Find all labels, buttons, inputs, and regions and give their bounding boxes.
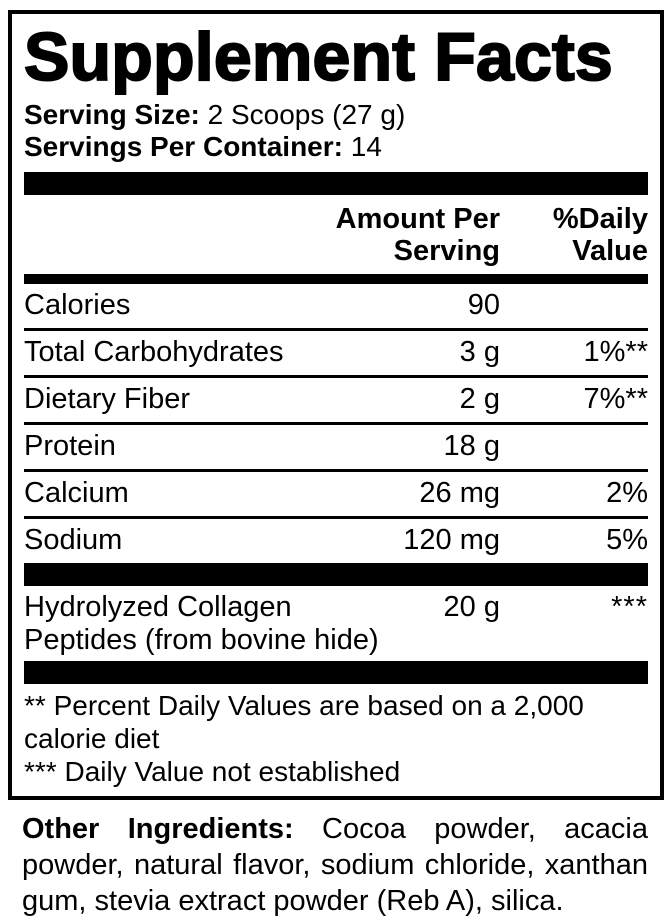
servings-per-container-value: 14 [350, 130, 382, 162]
separator-bar-thick-middle [24, 563, 648, 586]
percent-daily-value-header: %Daily Value [552, 202, 648, 267]
nutrient-dv-asterisks: *** [611, 590, 648, 623]
table-row-protein [24, 425, 648, 472]
nutrient-dv: 5% [606, 523, 648, 556]
servings-per-container-label: Servings Per Container: [24, 130, 343, 162]
supplement-facts-panel [8, 10, 664, 800]
serving-size-line [24, 99, 648, 131]
table-row-calories [24, 284, 648, 331]
nutrient-name: Protein [24, 429, 116, 462]
amount-per-serving-header: Amount Per Serving [335, 202, 500, 267]
footnote-not-established: *** Daily Value not established [24, 755, 401, 787]
nutrient-dv: 2% [606, 476, 648, 509]
separator-bar-medium [24, 274, 648, 284]
footnotes [24, 689, 648, 788]
nutrient-name: Calories [24, 288, 131, 321]
nutrient-dv: 7%** [583, 382, 648, 415]
nutrient-name-line1: Hydrolyzed Collagen [24, 590, 292, 623]
table-row-hydrolyzed-collagen [24, 586, 648, 661]
table-row-dietary-fiber [24, 378, 648, 425]
nutrient-amount: 90 [467, 288, 500, 321]
nutrient-amount: 20 g [443, 590, 500, 623]
table-row-sodium [24, 519, 648, 563]
nutrient-name: Dietary Fiber [24, 382, 190, 415]
serving-size-label: Serving Size: [24, 98, 200, 130]
nutrient-name: Total Carbohydrates [24, 335, 284, 368]
serving-size-value: 2 Scoops (27 g) [207, 98, 406, 130]
servings-per-container-line [24, 131, 648, 163]
separator-bar-thick-top [24, 172, 648, 195]
table-row-total-carbohydrates [24, 331, 648, 378]
nutrient-amount: 26 mg [419, 476, 500, 509]
nutrient-name-line2: Peptides (from bovine hide) [24, 623, 379, 656]
table-row-calcium [24, 472, 648, 519]
nutrient-amount: 18 g [443, 429, 500, 462]
nutrient-amount: 2 g [459, 382, 500, 415]
nutrient-amount: 3 g [459, 335, 500, 368]
other-ingredients-paragraph [22, 811, 648, 919]
other-ingredients-text: Cocoa powder, acacia powder, natural flavor, sodium chloride, xanthan gum, stevia extract powder (Reb A), silica. [22, 812, 649, 917]
nutrient-dv: 1%** [583, 335, 648, 368]
footnote-daily-values: ** Percent Daily Values are based on a 2,000 calorie diet [24, 689, 584, 754]
nutrient-name: Sodium [24, 523, 123, 556]
nutrient-amount: 120 mg [403, 523, 500, 556]
nutrient-name: Calcium [24, 476, 129, 509]
panel-title: Supplement Facts [24, 19, 613, 95]
separator-bar-thick-bottom [24, 661, 648, 684]
supplement-label-page [0, 10, 672, 921]
column-headers [24, 195, 648, 274]
other-ingredients-label: Other Ingredients: [22, 812, 294, 845]
